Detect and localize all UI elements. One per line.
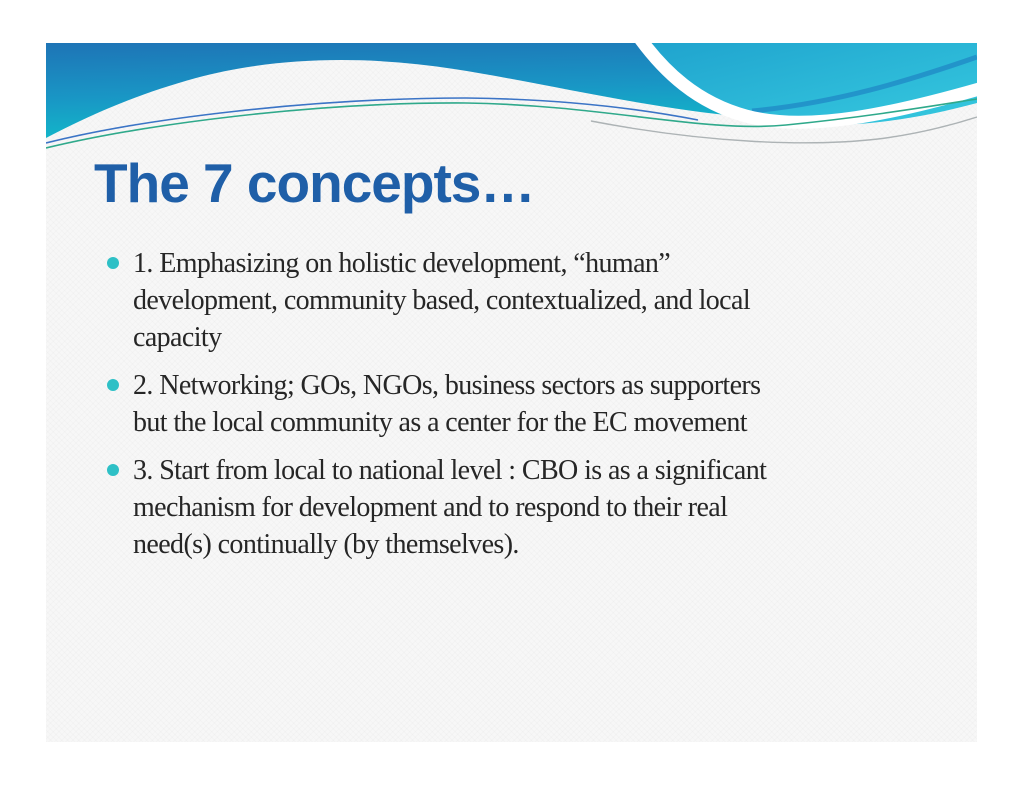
list-item — [106, 245, 978, 356]
slide-title: The 7 concepts… — [94, 152, 535, 214]
bullet-dot-icon — [107, 464, 119, 476]
bullet-dot-icon — [107, 379, 119, 391]
bullet-text: 2. Networking; GOs, NGOs, business sectors as supporters but the local community as a center for the EC movement — [133, 370, 761, 438]
list-item — [106, 452, 978, 563]
bullet-text: 3. Start from local to national level : CBO is as a significant mechanism for development and to respond to their real need(s) continually (by themselves). — [133, 455, 767, 560]
bullet-dot-icon — [107, 257, 119, 269]
list-item — [106, 367, 978, 441]
slide-canvas — [46, 43, 977, 742]
bullet-text: 1. Emphasizing on holistic development, “human” development, community based, contextualized, and local capacity — [133, 248, 751, 353]
bullet-list — [106, 245, 978, 574]
